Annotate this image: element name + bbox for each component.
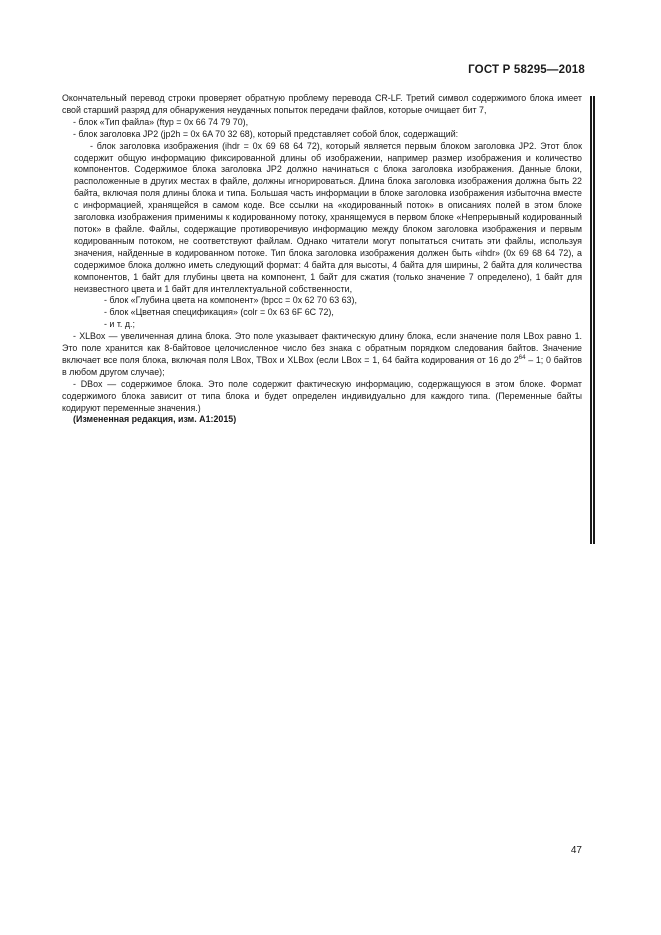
list-item-ftyp: - блок «Тип файла» (ftyp = 0x 66 74 79 70), — [73, 116, 249, 127]
xlbox-tail: – 1; 0 байтов в любом другом случае); — [62, 354, 582, 377]
list-item-jp2h: - блок заголовка JP2 (jp2h = 0x 6A 70 32 68), который представляет собой блок, содержащий: — [73, 128, 459, 139]
list-item-etc: - и т. д.; — [104, 319, 135, 330]
paragraph-crlf: Окончательный перевод строки проверяет обратную проблему перевода CR-LF. Третий символ содержимого блока имеет свой старший разряд для обнаружения неудачных попыток передачи файлов, которые очищает бит 7, — [62, 93, 582, 115]
change-bar — [590, 96, 595, 544]
xlbox-text: - XLBox — увеличенная длина блока. Это поле указывает фактическую длину блока, если значение поля LBox равно 1. Это поле хранится как 8-байтовое целочисленное число без знака с обратным порядком следования байтов. Значение включает все поля блока, включая поля LBox, TBox и XLBox (если LBox = 1, 64 байта кодирования от 16 до 2 — [62, 331, 582, 365]
body-text — [62, 93, 582, 426]
list-item-xlbox — [62, 331, 582, 379]
page-number: 47 — [570, 845, 582, 856]
xlbox-exponent: 64 — [518, 354, 526, 361]
list-item-ihdr: - блок заголовка изображения (ihdr = 0x 69 68 64 72), который является первым блоком заголовка JP2. Этот блок содержит общую информацию фиксированной длины об изображении, например размер изображения и количество компонентов. Содержимое блока заголовка JP2 должно начинаться с блока заголовка изображения. Данные блоки, расположенные в других местах в файле, должны игнорироваться. Длина блока заголовка изображения должна быть 22 байта, включая поля длины блока и типа. Большая часть информации в блоке заголовка изображения избыточна вместе с информацией, хранящейся в самом коде. Все ссылки на «кодированный поток» в описаниях полей в этом блоке заголовка изображения применимы к кодированному потоку, хранящемуся в первом блоке «Непрерывный кодированный поток» в файле. Файлы, содержащие противоречивую информацию между блоком заголовка изображения и первым кодированным потоком, не соответствуют файлам. Однако читатели могут попытаться считать эти файлы, используя значения, найденные в кодированном потоке. Тип блока заголовка изображения должен быть «ihdr» (0x 69 68 64 72), а содержимое блока должно иметь следующий формат: 4 байта для высоты, 4 байта для ширины, 2 байта для количества компонентов, 1 байт для глубины цвета на компонент, 1 байт для сжатия (только значение 7 определено), 1 байт для неизвестного цвета и 1 байт для интеллектуальной собственности, — [74, 140, 582, 294]
amendment-note: (Измененная редакция, изм. А1:2015) — [73, 414, 237, 425]
list-item-bpcc: - блок «Глубина цвета на компонент» (bpcc = 0x 62 70 63 63), — [104, 295, 357, 306]
list-item-colr: - блок «Цветная спецификация» (colr = 0x 63 6F 6C 72), — [104, 307, 334, 318]
list-item-dbox: - DBox — содержимое блока. Это поле содержит фактическую информацию, содержащуюся в этом блоке. Формат содержимого блока зависит от типа блока и будет определен индивидуально для каждого типа. (Переменные байты кодируют переменные значения.) — [62, 378, 582, 413]
standard-designation: ГОСТ Р 58295—2018 — [468, 64, 585, 76]
